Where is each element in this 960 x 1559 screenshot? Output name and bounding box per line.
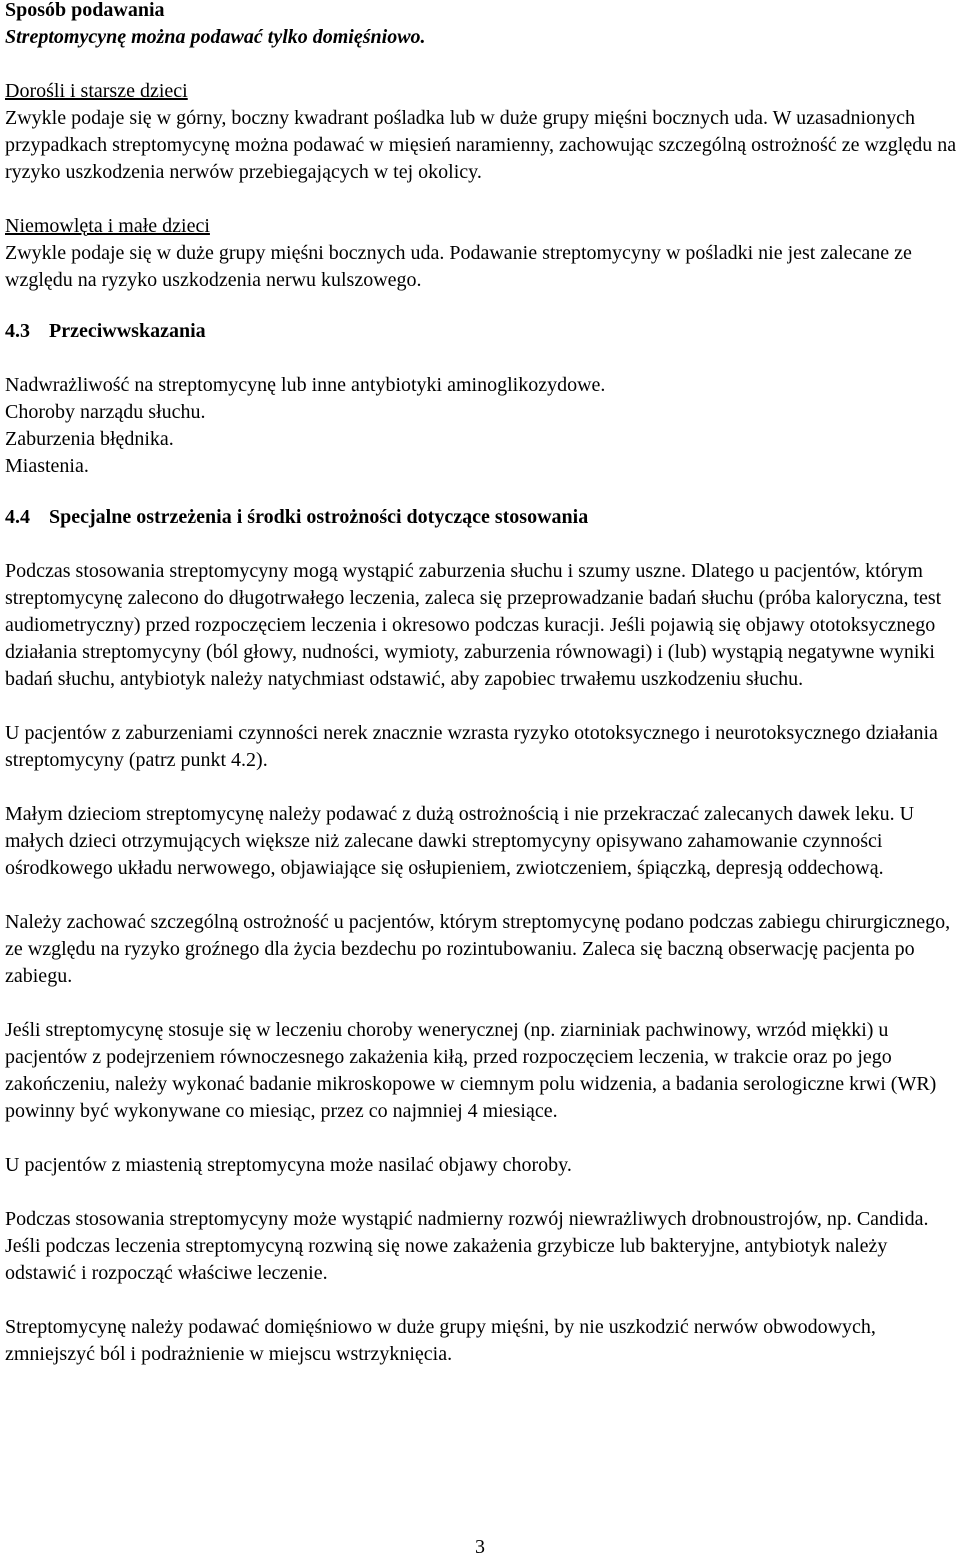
warning-paragraph: Jeśli streptomycynę stosuje się w leczeniu choroby wenerycznej (np. ziarniniak pachwinowy, wrzód miękki) u pacjentów z podejrzeniem równoczesnego zakażenia kiłą, przed rozpoczęciem leczenia, w trakcie oraz po jego zakończeniu, należy wykonać badanie mikroskopowe w ciemnym polu widzenia, a badania serologiczne krwi (WR) powinny być wykonywane co miesiąc, przez co najmniej 4 miesiące. [5, 1019, 937, 1122]
spacer [5, 186, 960, 213]
infants-text: Zwykle podaje się w duże grupy mięśni bocznych uda. Podawanie streptomycyny w pośladki nie jest zalecane ze względu na ryzyko uszkodzenia nerwu kulszowego. [5, 242, 912, 291]
admin-subtitle: Streptomycynę można podawać tylko domięśniowo. [5, 26, 426, 48]
section-number: 4.4 [5, 506, 30, 528]
warning-paragraph: Podczas stosowania streptomycyny mogą wystąpić zaburzenia słuchu i szumy uszne. Dlatego u pacjentów, którym streptomycynę zalecono do długotrwałego leczenia, zaleca się przeprowadzanie badań słuchu (próba kaloryczna, test audiometryczny) przed rozpoczęciem leczenia i okresowo podczas kuracji. Jeśli pojawią się objawy ototoksycznego działania streptomycyny (ból głowy, nudności, wymioty, zaburzenia równowagi) i (lub) wystąpią negatywne wyniki badań słuchu, antybiotyk należy natychmiast odstawić, aby zapobiec trwałemu uszkodzeniu słuchu. [5, 560, 942, 690]
warning-paragraph: Streptomycynę należy podawać domięśniowo w duże grupy mięśni, by nie uszkodzić nerwów obwodowych, zmniejszyć ból i podrażnienie w miejscu wstrzyknięcia. [5, 1316, 876, 1365]
spacer [5, 882, 960, 909]
spacer [5, 990, 960, 1017]
adults-heading: Dorośli i starsze dzieci [5, 80, 188, 102]
page-number: 3 [475, 1536, 485, 1558]
spacer [5, 1179, 960, 1206]
spacer [5, 693, 960, 720]
section-heading-warnings [5, 504, 960, 531]
spacer [5, 480, 960, 504]
admin-title: Sposób podawania [5, 0, 165, 21]
warning-paragraph: U pacjentów z zaburzeniami czynności nerek znacznie wzrasta ryzyko ototoksycznego i neurotoksycznego działania streptomycyny (patrz punkt 4.2). [5, 722, 938, 771]
section-title: Specjalne ostrzeżenia i środki ostrożności dotyczące stosowania [49, 506, 589, 528]
warning-paragraph: Małym dzieciom streptomycynę należy podawać z dużą ostrożnością i nie przekraczać zalecanych dawek leku. U małych dzieci otrzymujących większe niż zalecane dawki streptomycyny opisywano zahamowanie czynności ośrodkowego układu nerwowego, objawiające się osłupieniem, zwiotczeniem, śpiączką, depresją oddechową. [5, 803, 915, 879]
infants-heading: Niemowlęta i małe dzieci [5, 215, 210, 237]
contraindication-item: Nadwrażliwość na streptomycynę lub inne antybiotyki aminoglikozydowe. [5, 374, 606, 396]
warning-paragraph: Należy zachować szczególną ostrożność u pacjentów, którym streptomycynę podano podczas zabiegu chirurgicznego, ze względu na ryzyko groźnego dla życia bezdechu po rozintubowaniu. Zaleca się baczną obserwację pacjenta po zabiegu. [5, 911, 951, 987]
contraindication-item: Choroby narządu słuchu. [5, 401, 206, 423]
warning-paragraph: Podczas stosowania streptomycyny może wystąpić nadmierny rozwój niewrażliwych drobnoustrojów, np. Candida. Jeśli podczas leczenia streptomycyną rozwiną się nowe zakażenia grzybicze lub bakteryjne, antybiotyk należy odstawić i rozpocząć właściwe leczenie. [5, 1208, 929, 1284]
section-heading-contraindications [5, 318, 960, 345]
spacer [5, 1125, 960, 1152]
adults-text: Zwykle podaje się w górny, boczny kwadrant pośladka lub w duże grupy mięśni bocznych uda. W uzasadnionych przypadkach streptomycynę można podawać w mięsień naramienny, zachowując szczególną ostrożność ze względu na ryzyko uszkodzenia nerwów przebiegających w tej okolicy. [5, 107, 957, 183]
spacer [5, 774, 960, 801]
spacer [5, 294, 960, 318]
spacer [5, 345, 960, 372]
document-page [5, 0, 960, 1368]
section-number: 4.3 [5, 320, 30, 342]
section-title: Przeciwwskazania [49, 320, 206, 342]
spacer [5, 531, 960, 558]
contraindication-item: Miastenia. [5, 455, 89, 477]
contraindication-item: Zaburzenia błędnika. [5, 428, 174, 450]
spacer [5, 1287, 960, 1314]
warning-paragraph: U pacjentów z miastenią streptomycyna może nasilać objawy choroby. [5, 1154, 572, 1176]
spacer [5, 51, 960, 78]
